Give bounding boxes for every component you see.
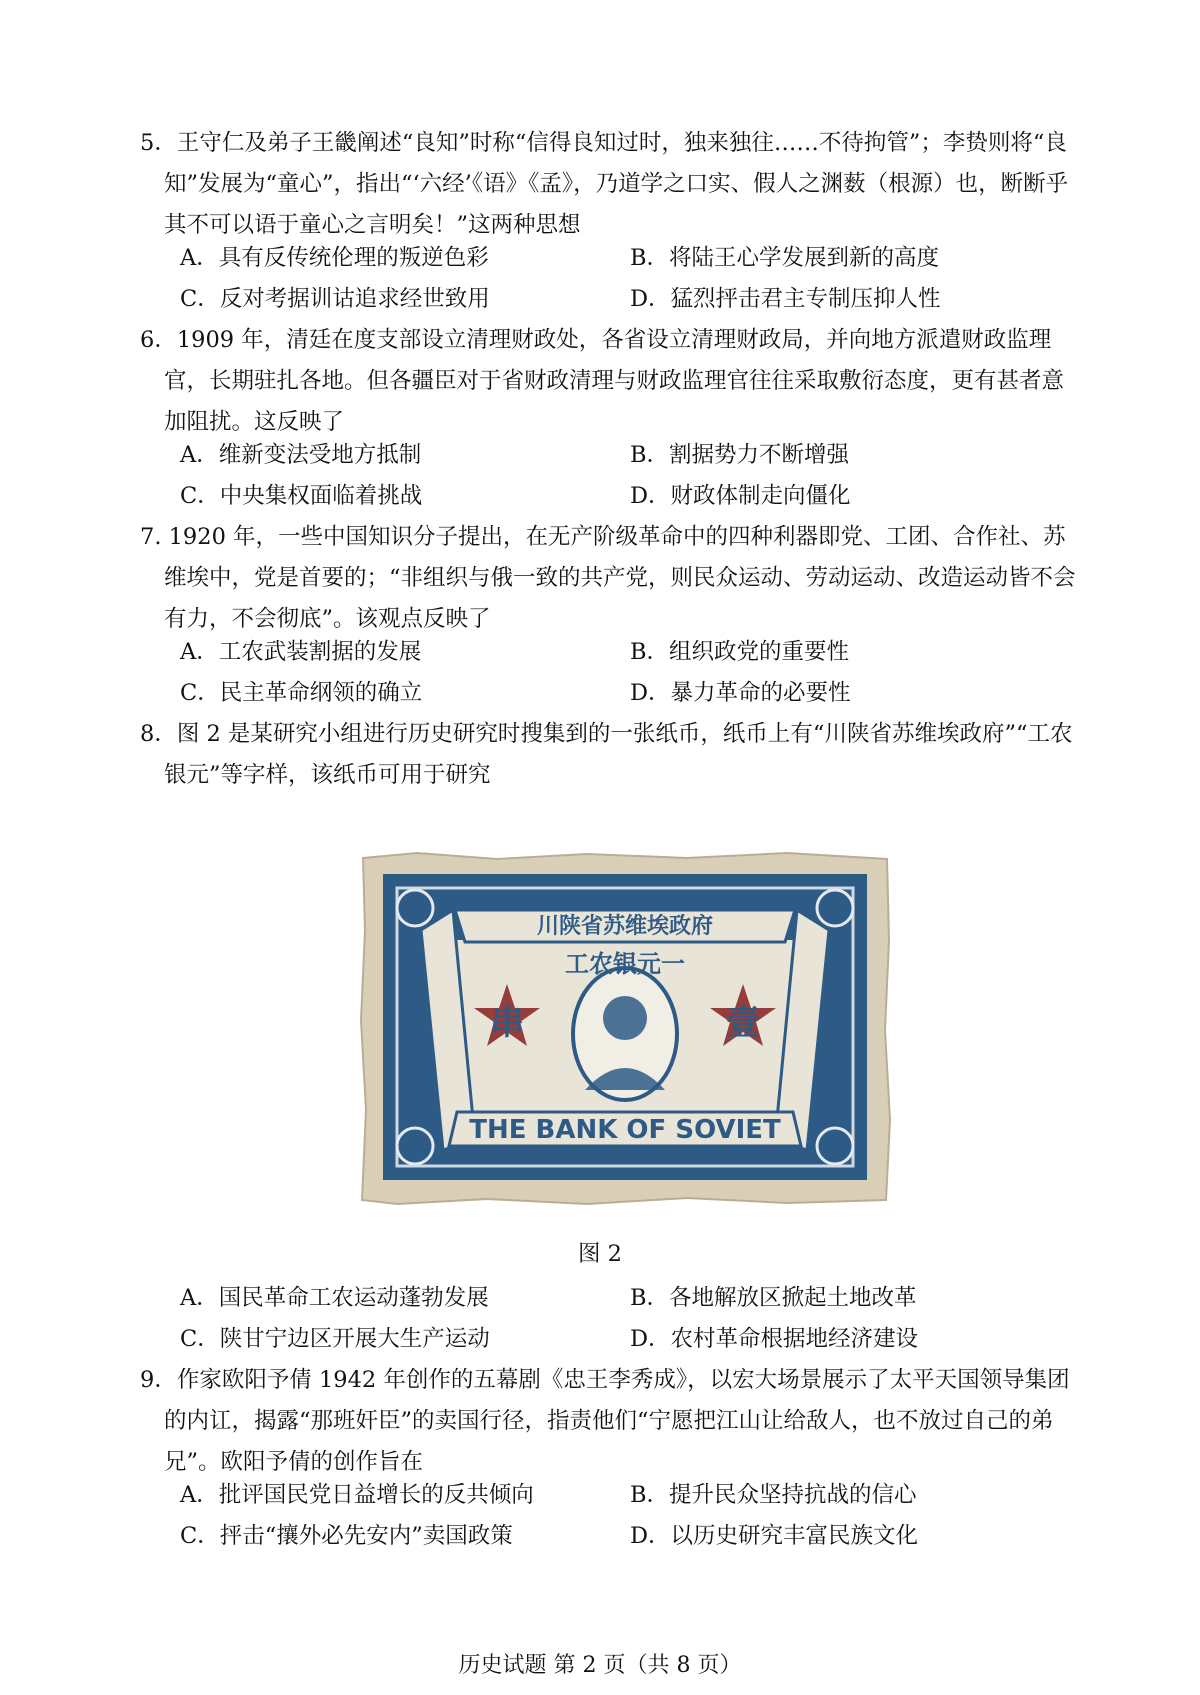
question-5-options bbox=[180, 238, 1080, 320]
question-9-stem: 9．作家欧阳予倩 1942 年创作的五幕剧《忠王李秀成》，以宏大场景展示了太平天国领导集团的内讧，揭露“那班奸臣”的卖国行径，指责他们“宁愿把江山让给敌人，也不放过自己的弟兄”。欧阳予倩的创作旨在 bbox=[140, 1367, 1070, 1475]
option-d: D．猛烈抨击君主专制压抑人性 bbox=[630, 286, 941, 312]
option-b: B．组织政党的重要性 bbox=[630, 639, 850, 665]
question-5 bbox=[140, 123, 1080, 246]
banknote-right-char: 壹 bbox=[726, 1003, 760, 1043]
question-8 bbox=[140, 714, 1080, 796]
option-b: B．各地解放区掀起土地改革 bbox=[630, 1285, 917, 1311]
question-5-stem: 5．王守仁及弟子王畿阐述“良知”时称“信得良知过时，独来独往……不待拘管”；李贽则将“良知”发展为“童心”，指出“‘六经’《语》《孟》，乃道学之口实、假人之渊薮（根源）也，断断乎其不可以语于童心之言明矣！”这两种思想 bbox=[140, 130, 1069, 238]
question-6-options bbox=[180, 435, 1080, 517]
option-c: C．抨击“攘外必先安内”卖国政策 bbox=[180, 1523, 513, 1549]
banknote-value-text: 工农银元一 bbox=[565, 950, 685, 978]
option-a: A．批评国民党日益增长的反共倾向 bbox=[180, 1482, 534, 1508]
question-7-options bbox=[180, 632, 1080, 714]
question-7-stem: 7. 1920 年，一些中国知识分子提出，在无产阶级革命中的四种利器即党、工团、合作社、苏维埃中，党是首要的；“非组织与俄一致的共产党，则民众运动、劳动运动、改造运动皆不会有力，不会彻底”。该观点反映了 bbox=[140, 524, 1076, 632]
option-a: A．维新变法受地方抵制 bbox=[180, 442, 422, 468]
banknote-figure bbox=[357, 850, 893, 1206]
option-c: C．民主革命纲领的确立 bbox=[180, 680, 423, 706]
option-c: C．反对考据训诂追求经世致用 bbox=[180, 286, 490, 312]
option-c: C．中央集权面临着挑战 bbox=[180, 483, 423, 509]
question-6 bbox=[140, 320, 1080, 443]
option-c: C．陕甘宁边区开展大生产运动 bbox=[180, 1326, 490, 1352]
option-d: D．以历史研究丰富民族文化 bbox=[630, 1523, 919, 1549]
banknote-bottom-banner: THE BANK OF SOVIET bbox=[469, 1115, 781, 1145]
option-b: B．割据势力不断增强 bbox=[630, 442, 850, 468]
option-a: A．工农武装割据的发展 bbox=[180, 639, 422, 665]
question-9 bbox=[140, 1360, 1080, 1483]
question-6-stem: 6．1909 年，清廷在度支部设立清理财政处，各省设立清理财政局，并向地方派遣财政监理官，长期驻扎各地。但各疆臣对于省财政清理与财政监理官往往采取敷衍态度，更有甚者意加阻扰。这反映了 bbox=[140, 327, 1065, 435]
page-footer: 历史试题 第 2 页（共 8 页） bbox=[458, 1653, 742, 1678]
banknote-top-banner: 川陕省苏维埃政府 bbox=[536, 914, 714, 939]
option-b: B．将陆王心学发展到新的高度 bbox=[630, 245, 940, 271]
question-9-options bbox=[180, 1475, 1080, 1557]
option-a: A．具有反传统伦理的叛逆色彩 bbox=[180, 245, 489, 271]
option-b: B．提升民众坚持抗战的信心 bbox=[630, 1482, 917, 1508]
option-a: A．国民革命工农运动蓬勃发展 bbox=[180, 1285, 489, 1311]
option-d: D．农村革命根据地经济建设 bbox=[630, 1326, 919, 1352]
banknote-left-char: 串 bbox=[490, 1003, 524, 1043]
option-d: D．财政体制走向僵化 bbox=[630, 483, 851, 509]
question-8-stem: 8．图 2 是某研究小组进行历史研究时搜集到的一张纸币，纸币上有“川陕省苏维埃政府”“工农银元”等字样，该纸币可用于研究 bbox=[140, 721, 1073, 788]
question-8-options bbox=[180, 1278, 1080, 1360]
option-d: D．暴力革命的必要性 bbox=[630, 680, 851, 706]
figure-caption: 图 2 bbox=[578, 1241, 622, 1267]
question-7 bbox=[140, 517, 1080, 640]
banknote-image bbox=[357, 850, 893, 1206]
